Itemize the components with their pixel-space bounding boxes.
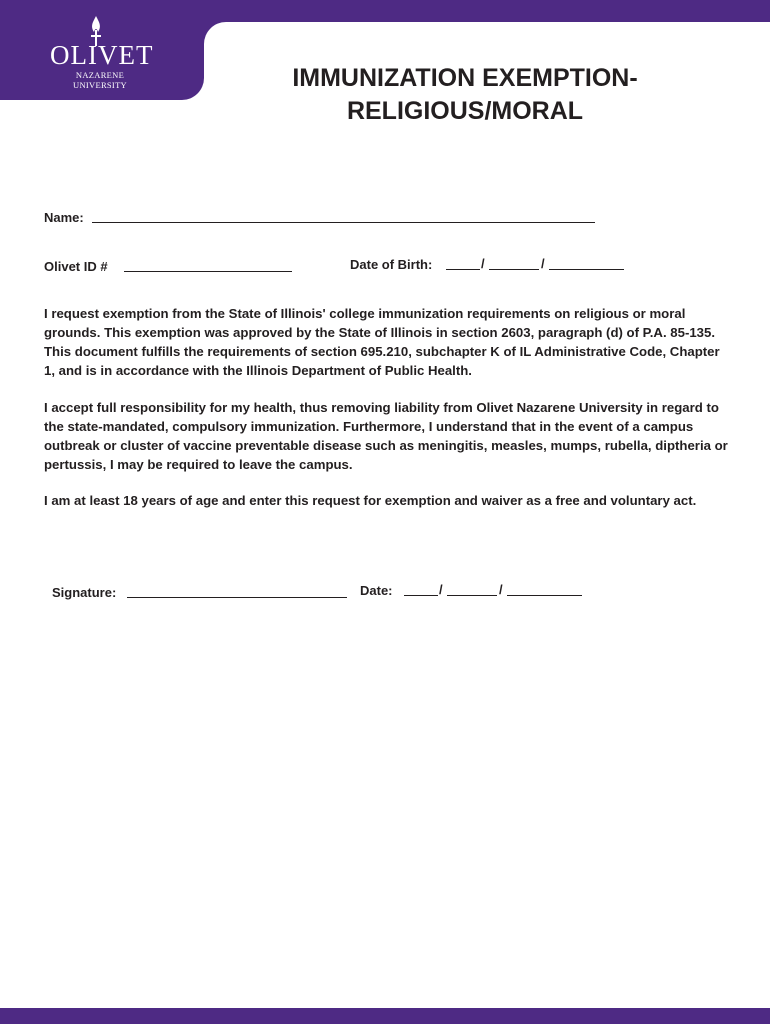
logo-name: OLIVET — [50, 40, 154, 70]
date-label: Date: — [360, 583, 393, 598]
olivet-id-label: Olivet ID # — [44, 259, 108, 274]
dob-label: Date of Birth: — [350, 257, 433, 272]
date-month-field[interactable] — [404, 595, 438, 596]
bottom-band — [0, 1008, 770, 1024]
dob-slash-2: / — [541, 256, 545, 271]
signature-field[interactable] — [127, 597, 347, 598]
dob-month-field[interactable] — [446, 269, 480, 270]
date-year-field[interactable] — [507, 595, 582, 596]
paragraph-age-statement: I am at least 18 years of age and enter this request for exemption and waiver as a free and voluntary act. — [44, 493, 697, 508]
name-label: Name: — [44, 210, 84, 225]
logo-subtitle: NAZARENE UNIVERSITY — [73, 70, 127, 90]
dob-slash-1: / — [481, 256, 485, 271]
signature-label: Signature: — [52, 585, 117, 600]
date-slash-2: / — [499, 582, 503, 597]
title-line-1: IMMUNIZATION EXEMPTION- — [292, 64, 638, 92]
dob-year-field[interactable] — [549, 269, 624, 270]
date-slash-1: / — [439, 582, 443, 597]
dob-day-field[interactable] — [489, 269, 539, 270]
olivet-id-field[interactable] — [124, 271, 292, 272]
name-field[interactable] — [92, 222, 595, 223]
title-line-2: RELIGIOUS/MORAL — [346, 97, 584, 125]
paragraph-responsibility: I accept full responsibility for my health, thus removing liability from Olivet Nazarene University in regard to the state-mandated, compulsory immunization. Furthermore, I understand that in the event of a campus outbreak or cluster of vaccine preventable disease such as meningitis, measles, mumps, rubella, diptheria or pertussis, I may be required to leave the campus. — [44, 400, 728, 472]
date-day-field[interactable] — [447, 595, 497, 596]
page-title — [255, 62, 675, 128]
paragraph-exemption-request: I request exemption from the State of Illinois' college immunization requirements on religious or moral grounds. This exemption was approved by the State of Illinois in section 2603, paragraph (d) of P.A. 85-135. This document fulfills the requirements of section 695.210, subchapter K of IL Administrative Code, Chapter 1, and is in accordance with the Illinois Department of Public Health. — [44, 306, 720, 378]
